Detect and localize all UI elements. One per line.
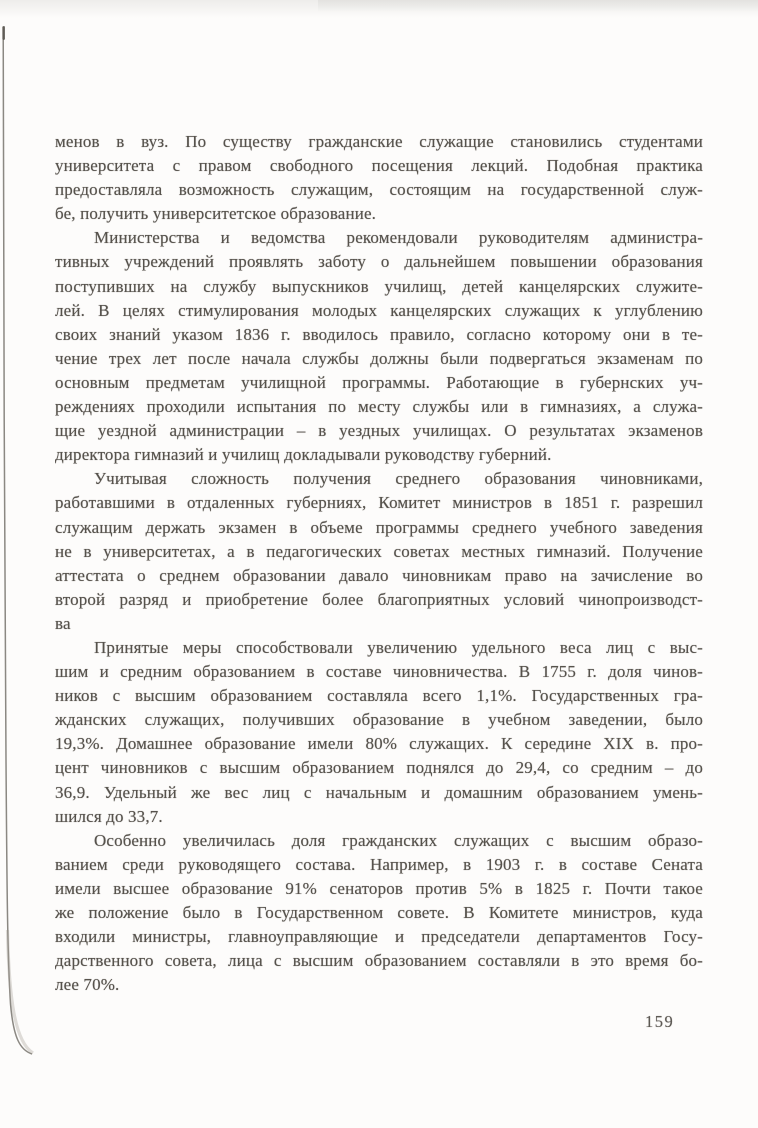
text-line: ванием среди руководящего состава. Например, в 1903 г. в составе Сената — [55, 854, 703, 874]
text-line: основным предметам училищной программы. Работающие в губернских уч- — [55, 372, 703, 392]
scan-top-edge-artifact — [0, 0, 758, 26]
text-line: жданских служащих, получивших образование в учебном заведении, было — [55, 710, 703, 730]
text-line: ва — [55, 613, 71, 633]
text-line: работавшими в отдаленных губерниях, Комитет министров в 1851 г. разрешил — [55, 493, 703, 513]
text-line: директора гимназий и училищ докладывали руководству губерний. — [55, 445, 552, 465]
text-line: аттестата о среднем образовании давало чиновникам право на зачисление во — [55, 565, 703, 585]
text-line: поступивших на службу выпускников училищ, детей канцелярских служите- — [55, 276, 703, 296]
text-line: Министерства и ведомства рекомендовали руководителям администра- — [94, 228, 703, 248]
text-line: тивных учреждений проявлять заботу о дальнейшем повышении образования — [55, 252, 703, 272]
text-line: университета с правом свободного посещения лекций. Подобная практика — [55, 156, 703, 176]
paragraph — [55, 130, 703, 226]
text-line: служащим держать экзамен в объеме программы среднего учебного заведения — [55, 517, 703, 537]
text-line: шим и средним образованием в составе чиновничества. В 1755 г. доля чинов- — [55, 662, 703, 682]
text-line: Принятые меры способствовали увеличению удельного веса лиц с выс- — [94, 637, 703, 657]
text-line: же положение было в Государственном совете. В Комитете министров, куда — [55, 903, 703, 922]
text-line: цент чиновников с высшим образованием поднялся до 29,4, со средним – до — [55, 758, 703, 778]
text-line: чение трех лет после начала службы должны были подвергаться экзаменам по — [55, 348, 703, 368]
text-line: шился до 33,7. — [55, 806, 163, 826]
paragraph — [55, 226, 703, 467]
text-line: реждениях проходили испытания по месту службы или в гимназиях, а служа- — [55, 397, 703, 417]
text-line: 36,9. Удельный же вес лиц с начальным и домашним образованием умень- — [55, 782, 703, 802]
text-line: дарственного совета, лица с высшим образованием составляли в это время бо- — [55, 951, 703, 971]
paragraph — [55, 636, 703, 829]
text-line: предоставляла возможность служащим, состоящим на государственной служ- — [55, 180, 703, 200]
page-number: 159 — [645, 1012, 675, 1031]
text-line: Особенно увеличилась доля гражданских служащих с высшим образо- — [94, 830, 703, 850]
paragraph — [55, 467, 703, 636]
scan-gutter-line-artifact — [0, 0, 48, 1128]
text-line: Учитывая сложность получения среднего образования чиновниками, — [94, 469, 703, 489]
text-line: второй разряд и приобретение более благоприятных условий чинопроизводст- — [55, 589, 703, 609]
text-line: щие уездной администрации – в уездных училищах. О результатах экзаменов — [55, 421, 703, 441]
text-line: бе, получить университетское образование. — [55, 204, 377, 224]
text-line: лей. В целях стимулирования молодых канцелярских служащих к углублению — [55, 300, 703, 320]
text-line: не в университетах, а в педагогических советах местных гимназий. Получение — [55, 541, 703, 561]
paragraph — [55, 829, 703, 998]
text-line: лее 70%. — [55, 975, 120, 995]
text-line: имели высшее образование 91% сенаторов против 5% в 1825 г. Почти такое — [55, 878, 703, 898]
text-line: ников с высшим образованием составляла всего 1,1%. Государственных гра- — [55, 686, 703, 706]
text-line: 19,3%. Домашнее образование имели 80% служащих. К середине XIX в. про- — [55, 734, 703, 754]
text-line: входили министры, главноуправляющие и председатели департаментов Госу- — [55, 927, 703, 947]
scan-top-edge-shade — [318, 0, 758, 12]
text-line: менов в вуз. По существу гражданские служащие становились студентами — [55, 132, 703, 151]
text-line: своих знаний указом 1836 г. вводилось правило, согласно которому они в те- — [55, 324, 703, 344]
body-text — [55, 130, 703, 997]
